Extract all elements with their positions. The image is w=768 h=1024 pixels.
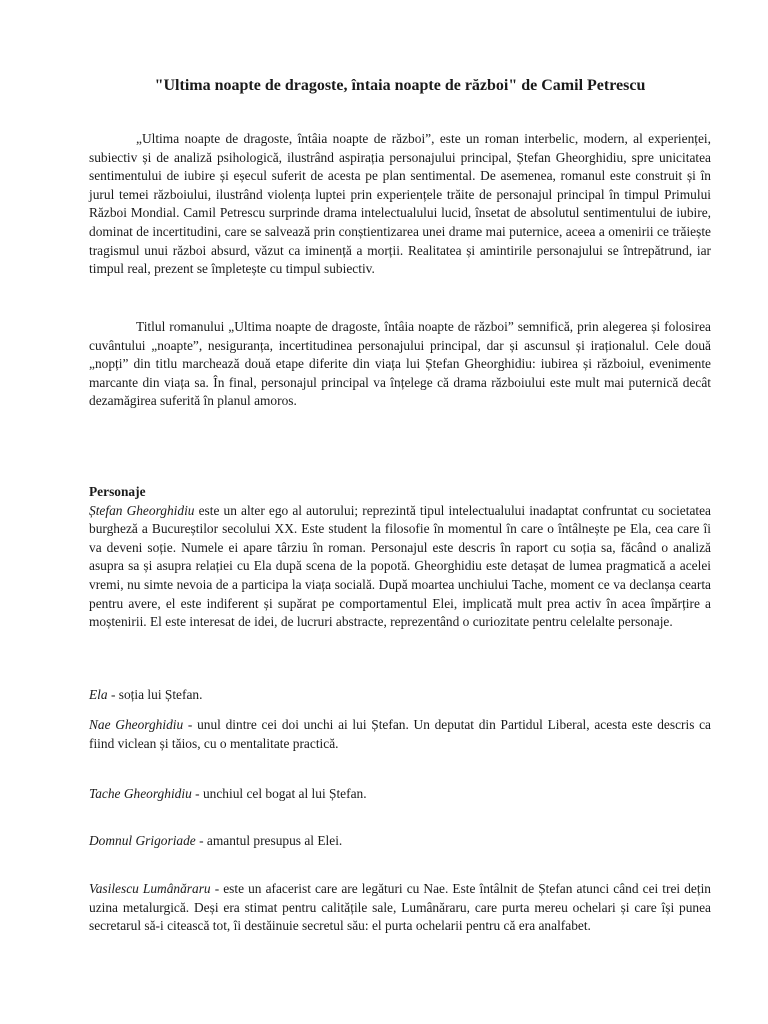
character-vasilescu	[89, 880, 711, 936]
character-description: - unchiul cel bogat al lui Ștefan.	[191, 786, 367, 801]
character-tache	[89, 785, 711, 804]
character-description: - amantul presupus al Elei.	[195, 833, 343, 848]
character-nae	[89, 716, 711, 753]
character-name: Domnul Grigoriade	[89, 833, 196, 848]
character-description: este un alter ego al autorului; reprezintă tipul intelectualului inadaptat confruntat cu societatea burgheză a Bucureștilor secolului XX. Este student la filosofie în momentul în care o întâlnește pe Ela, cea care îi va deveni soție. Numele ei apare târziu în roman. Personajul este descris în raport cu soția sa, făcând o analiză asupra sa și asupra relației cu Ela după scena de la popotă. Gheorghidiu este detașat de lumea pragmatică a acelei vremi, nu simte nevoia de a participa la viața socială. După moartea unchiului Tache, moment ce va declanșa cearta pentru avere, el este indiferent și supărat pe comportamentul Elei, implicată mult prea activ în acea împărțire a moștenirii. El este interesat de idei, de lucruri abstracte, reprezentând o curiozitate pentru celelalte personaje.	[89, 502, 712, 630]
character-description: - este un afacerist care are legături cu Nae. Este întâlnit de Ștefan atunci când cei trei dețin uzina metalurgică. Deși era stimat pentru calitățile sale, Lumânăraru, care purta mereu ochelari și care își punea secretarul să-i citească tot, îi destăinuie secretul său: el purta ochelarii pentru că era analfabet.	[89, 881, 711, 934]
character-stefan	[89, 502, 711, 632]
character-name: Nae Gheorghidiu	[89, 717, 184, 732]
character-name: Ștefan Gheorghidiu	[89, 502, 195, 518]
character-name: Vasilescu Lumânăraru	[89, 881, 211, 896]
intro-paragraph: „Ultima noapte de dragoste, întâia noapte de război”, este un roman interbelic, modern, al experienței, subiectiv și de analiză psihologică, ilustrând aspirația personajului principal, Ștefan Gheorghidiu, spre unicitatea sentimentului de iubire și eșecul suferit de acesta pe plan sentimental. De asemenea, romanul este construit și în jurul temei războiului, ilustrând violența luptei prin experiențele trăite de personajul principal în timpul Primului Război Mondial. Camil Petrescu surprinde drama intelectualului lucid, însetat de absolutul sentimentului de iubire, dominat de incertitudini, care se salvează prin conștientizarea unei drame mai puternice, aceea a omenirii ce trăiește tragismul unui război absurd, văzut ca iminență a morții. Realitatea și amintirile personajului se întrepătrund, iar timpul real, prezent se împletește cu timpul subiectiv.	[89, 131, 711, 277]
character-name: Ela	[89, 687, 108, 702]
character-ela	[89, 686, 711, 705]
character-description: - unul dintre cei doi unchi ai lui Ștefan. Un deputat din Partidul Liberal, acesta este descris ca fiind viclean și tăios, cu o mentalitate practică.	[89, 717, 712, 751]
personaje-section	[89, 483, 711, 632]
character-grigoriade	[89, 832, 711, 851]
document-title: "Ultima noapte de dragoste, întaia noapte de război" de Camil Petrescu	[154, 77, 646, 94]
character-description: - soția lui Ștefan.	[107, 687, 203, 702]
personaje-heading: Personaje	[89, 484, 146, 499]
title-meaning-paragraph: Titlul romanului „Ultima noapte de dragoste, întâia noapte de război” semnifică, prin alegerea și folosirea cuvântului „noapte”, nesiguranța, incertitudinea personajului principal, dar și ascunsul și iraționalul. Cele două „nopți” din titlu marchează două etape diferite din viața lui Ștefan Gheorghidiu: iubirea și războiul, evenimente marcante din viața sa. În final, personajul principal va înțelege că drama războiului este mult mai puternică decât dezamăgirea suferită în planul amoros.	[89, 319, 711, 409]
character-name: Tache Gheorghidiu	[89, 786, 192, 801]
